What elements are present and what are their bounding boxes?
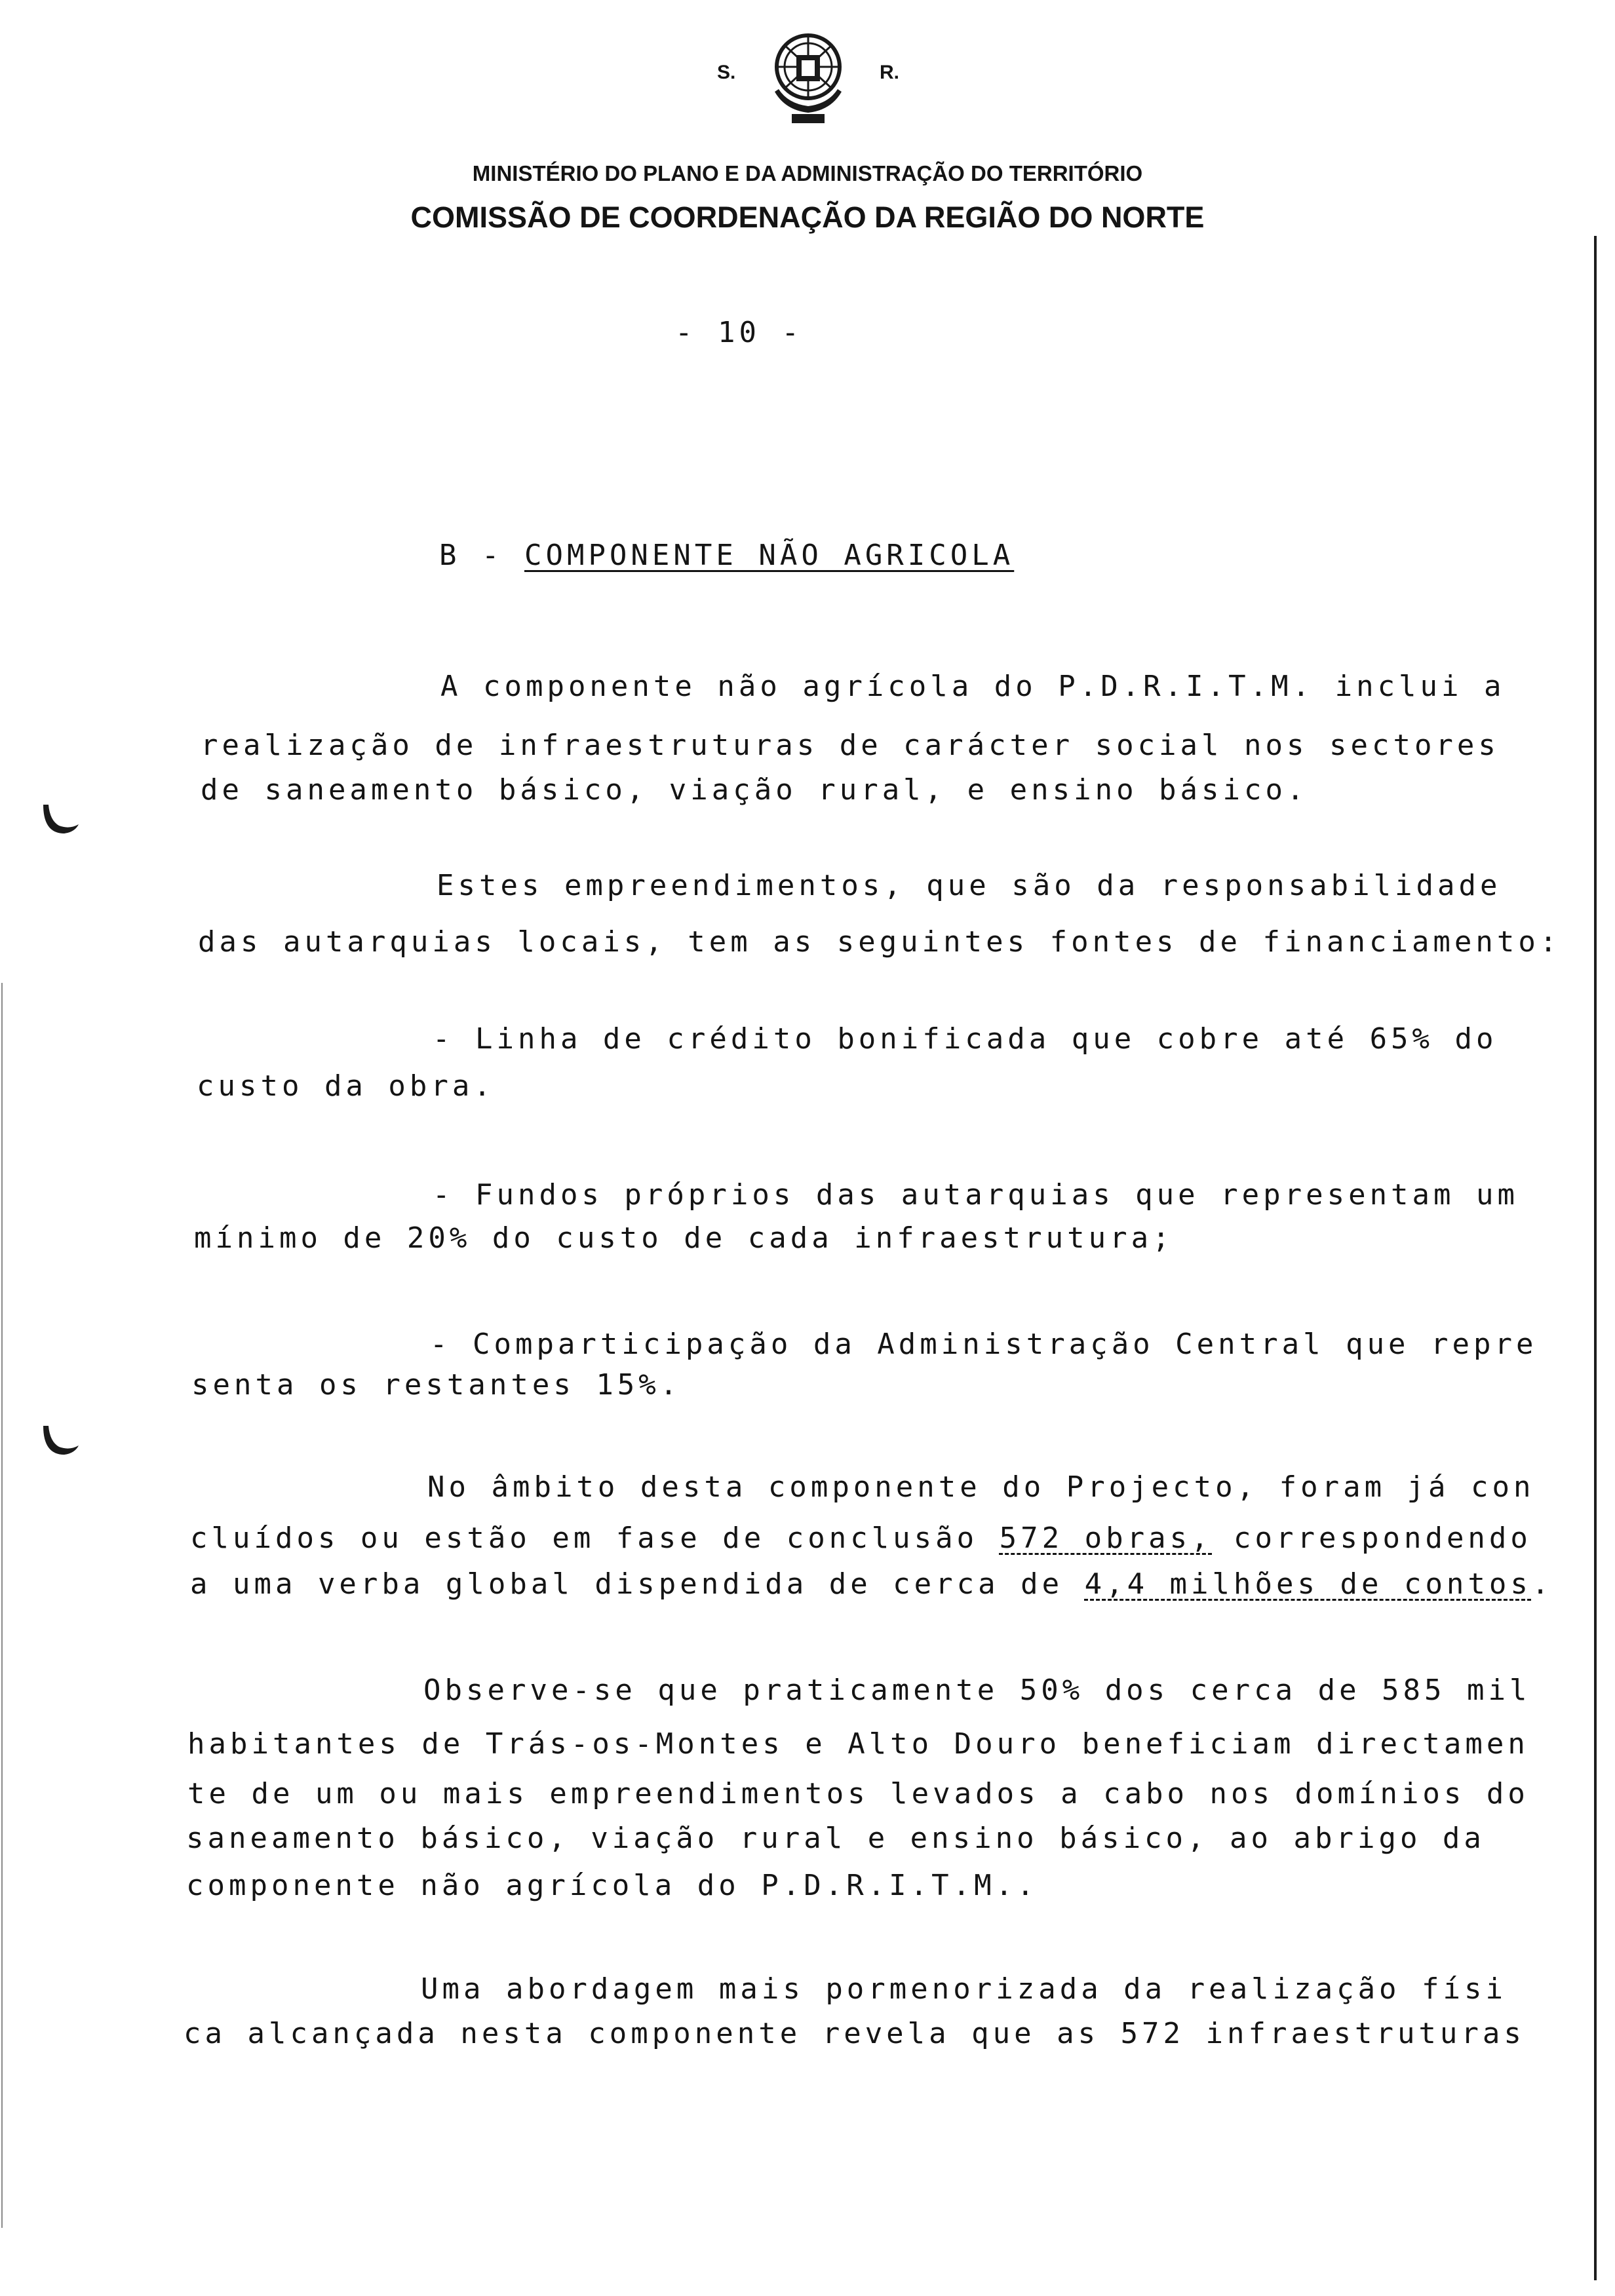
paragraph-5-line-2: senta os restantes 15%.	[191, 1368, 682, 1402]
paragraph-8-line-2: ca alcançada nesta componente revela que as 572 infraestruturas	[184, 2017, 1525, 2050]
section-title: COMPONENTE NÃO AGRICOLA	[524, 539, 1015, 572]
works-count-highlight: 572 obras,	[999, 1521, 1213, 1555]
paragraph-8-line-1: Uma abordagem mais pormenorizada da realização físi	[421, 1972, 1508, 2006]
page-edge-shadow-right	[1594, 236, 1597, 2280]
paragraph-7-line-5: componente não agrícola do P.D.R.I.T.M..	[186, 1869, 1038, 1902]
paragraph-4-line-2: mínimo de 20% do custo de cada infraestrutura;	[194, 1221, 1174, 1255]
paragraph-1-line-2: realização de infraestruturas de carácter social nos sectores	[201, 729, 1500, 762]
punch-hole-mark-bottom	[38, 1419, 80, 1461]
punch-hole-mark-top	[38, 798, 80, 840]
paragraph-3-line-2: custo da obra.	[197, 1069, 495, 1103]
paragraph-7-line-3: te de um ou mais empreendimentos levados a cabo nos domínios do	[187, 1777, 1529, 1810]
paragraph-5-line-1: - Comparticipação da Administração Central que repre	[430, 1328, 1538, 1361]
paragraph-2-line-1: Estes empreendimentos, que são da responsabilidade	[437, 869, 1502, 902]
ministry-name: MINISTÉRIO DO PLANO E DA ADMINISTRAÇÃO DO TERRITÓRIO	[472, 161, 1143, 185]
letterhead-left-initial: S.	[717, 62, 736, 83]
paragraph-1-line-3: de saneamento básico, viação rural, e ensino básico.	[201, 773, 1308, 807]
paragraph-1-line-1: A componente não agrícola do P.D.R.I.T.M. inclui a	[440, 670, 1506, 703]
section-heading	[439, 539, 1014, 572]
coat-of-arms-emblem	[766, 26, 851, 128]
paragraph-6-line-3-start: a uma verba global dispendida de cerca de	[190, 1567, 1085, 1601]
paragraph-6-line-3-end: .	[1531, 1567, 1553, 1601]
paragraph-6-line-2-end: correspondendo	[1212, 1521, 1532, 1555]
paragraph-6-line-2-start: cluídos ou estão em fase de conclusão	[190, 1521, 1000, 1555]
total-spending-highlight: 4,4 milhões de contos	[1084, 1567, 1532, 1601]
paragraph-4-line-1: - Fundos próprios das autarquias que representam um	[433, 1178, 1519, 1212]
commission-name: COMISSÃO DE COORDENAÇÃO DA REGIÃO DO NORTE	[410, 201, 1205, 234]
paragraph-6-line-3	[190, 1567, 1553, 1601]
paragraph-2-line-2: das autarquias locais, tem as seguintes fontes de financiamento:	[198, 925, 1561, 959]
letterhead-right-initial: R.	[880, 62, 899, 83]
paragraph-3-line-1: - Linha de crédito bonificada que cobre até 65% do	[433, 1022, 1498, 1056]
section-prefix: B -	[439, 539, 524, 572]
paragraph-7-line-4: saneamento básico, viação rural e ensino básico, ao abrigo da	[186, 1822, 1485, 1855]
page-number: - 10 -	[675, 316, 803, 349]
paragraph-6-line-1: No âmbito desta componente do Projecto, foram já con	[427, 1470, 1535, 1504]
page-edge-shadow-left	[1, 983, 3, 2228]
paragraph-7-line-2: habitantes de Trás-os-Montes e Alto Douro beneficiam directamen	[187, 1727, 1529, 1761]
paragraph-6-line-2	[190, 1521, 1532, 1555]
paragraph-7-line-1: Observe-se que praticamente 50% dos cerca de 585 mil	[423, 1674, 1531, 1707]
